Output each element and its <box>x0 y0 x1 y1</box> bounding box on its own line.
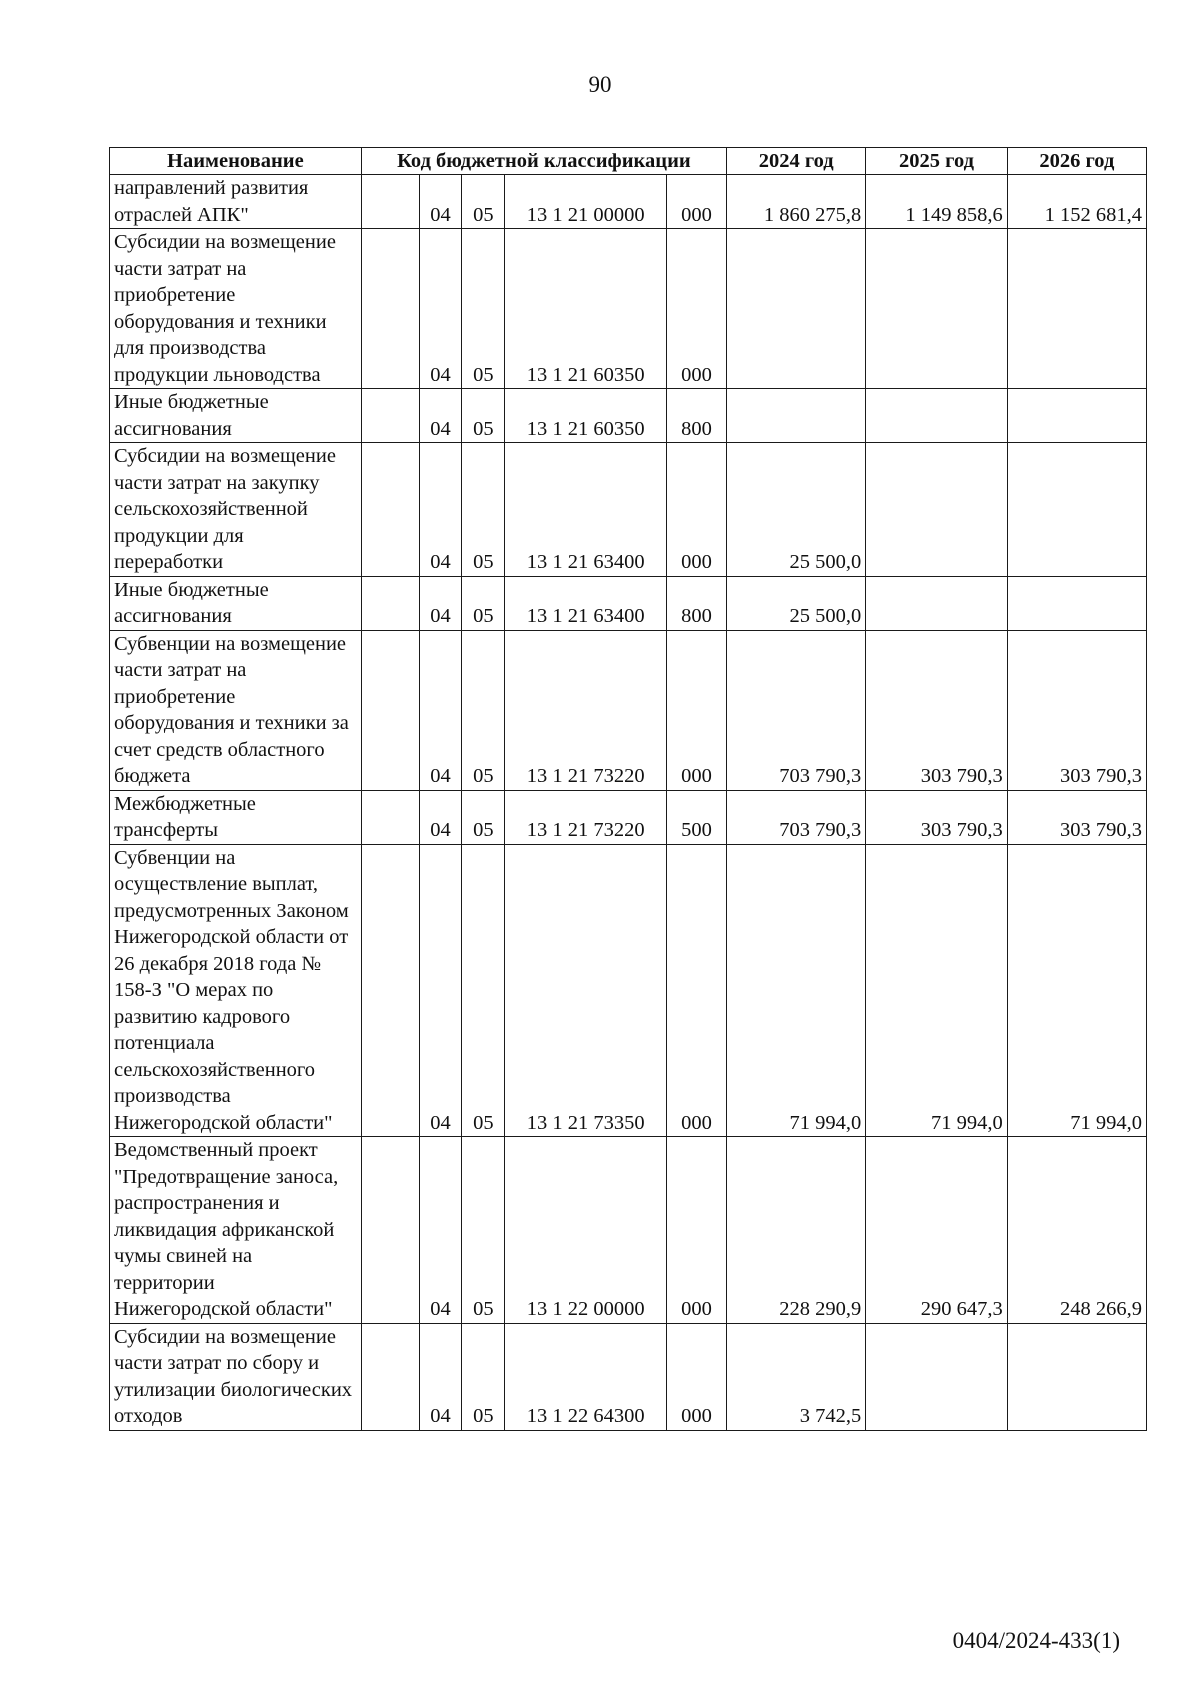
row-expense-type-cell: 000 <box>667 443 727 577</box>
header-2026: 2026 год <box>1007 148 1146 175</box>
row-expense-type-cell: 000 <box>667 630 727 790</box>
table-row <box>110 1137 1147 1324</box>
table-row <box>110 576 1147 630</box>
row-2026-cell: 1 152 681,4 <box>1007 175 1146 229</box>
row-2025-cell <box>866 229 1007 389</box>
table-body <box>110 175 1147 1431</box>
row-expense-type-cell: 800 <box>667 576 727 630</box>
row-subsection-cell: 05 <box>462 1137 505 1324</box>
row-2025-cell: 1 149 858,6 <box>866 175 1007 229</box>
row-blank-cell <box>361 790 419 844</box>
row-subsection-cell: 05 <box>462 1323 505 1430</box>
row-2025-cell <box>866 576 1007 630</box>
row-2024-cell: 3 742,5 <box>727 1323 866 1430</box>
row-section-cell: 04 <box>419 389 462 443</box>
row-name-cell: Межбюджетные трансферты <box>110 790 362 844</box>
row-expense-type-cell: 800 <box>667 389 727 443</box>
row-subsection-cell: 05 <box>462 790 505 844</box>
row-expense-type-cell: 000 <box>667 1137 727 1324</box>
row-2025-cell <box>866 443 1007 577</box>
row-expense-type-cell: 500 <box>667 790 727 844</box>
row-2026-cell: 303 790,3 <box>1007 630 1146 790</box>
budget-table <box>109 147 1147 1431</box>
table-header-row <box>110 148 1147 175</box>
row-section-cell: 04 <box>419 1137 462 1324</box>
row-2024-cell: 703 790,3 <box>727 790 866 844</box>
row-name-cell: Иные бюджетные ассигнования <box>110 576 362 630</box>
page-number: 90 <box>588 72 612 97</box>
table-row <box>110 175 1147 229</box>
row-subsection-cell: 05 <box>462 175 505 229</box>
table-row <box>110 1323 1147 1430</box>
row-2024-cell <box>727 389 866 443</box>
row-2024-cell: 703 790,3 <box>727 630 866 790</box>
row-blank-cell <box>361 1323 419 1430</box>
row-subsection-cell: 05 <box>462 443 505 577</box>
row-2026-cell <box>1007 576 1146 630</box>
table-row <box>110 844 1147 1137</box>
row-2024-cell: 25 500,0 <box>727 576 866 630</box>
row-2025-cell: 303 790,3 <box>866 630 1007 790</box>
table-row <box>110 389 1147 443</box>
row-target-article-cell: 13 1 21 63400 <box>505 576 667 630</box>
row-2025-cell: 303 790,3 <box>866 790 1007 844</box>
header-2025: 2025 год <box>866 148 1007 175</box>
row-name-cell: Субсидии на возмещение части затрат по сбору и утилизации биологических отходов <box>110 1323 362 1430</box>
header-2024: 2024 год <box>727 148 866 175</box>
row-blank-cell <box>361 1137 419 1324</box>
row-name-cell: Субсидии на возмещение части затрат на закупку сельскохозяйственной продукции для переработки <box>110 443 362 577</box>
table-row <box>110 443 1147 577</box>
row-2026-cell: 303 790,3 <box>1007 790 1146 844</box>
row-blank-cell <box>361 630 419 790</box>
row-target-article-cell: 13 1 22 64300 <box>505 1323 667 1430</box>
row-name-cell: Субвенции на осуществление выплат, предусмотренных Законом Нижегородской области от 26 декабря 2018 года № 158-З "О мерах по развитию кадрового потенциала сельскохозяйственного производства Нижегородской области" <box>110 844 362 1137</box>
row-2024-cell: 1 860 275,8 <box>727 175 866 229</box>
row-blank-cell <box>361 576 419 630</box>
row-2026-cell: 71 994,0 <box>1007 844 1146 1137</box>
row-subsection-cell: 05 <box>462 229 505 389</box>
row-name-cell: Субсидии на возмещение части затрат на приобретение оборудования и техники для производства продукции льноводства <box>110 229 362 389</box>
row-target-article-cell: 13 1 21 00000 <box>505 175 667 229</box>
row-2024-cell: 25 500,0 <box>727 443 866 577</box>
row-name-cell: направлений развития отраслей АПК" <box>110 175 362 229</box>
table-row <box>110 229 1147 389</box>
row-blank-cell <box>361 175 419 229</box>
row-subsection-cell: 05 <box>462 630 505 790</box>
row-name-cell: Субвенции на возмещение части затрат на приобретение оборудования и техники за счет средств областного бюджета <box>110 630 362 790</box>
row-expense-type-cell: 000 <box>667 229 727 389</box>
row-blank-cell <box>361 229 419 389</box>
row-section-cell: 04 <box>419 1323 462 1430</box>
row-2026-cell <box>1007 389 1146 443</box>
row-target-article-cell: 13 1 22 00000 <box>505 1137 667 1324</box>
row-section-cell: 04 <box>419 844 462 1137</box>
row-2024-cell <box>727 229 866 389</box>
row-2025-cell: 290 647,3 <box>866 1137 1007 1324</box>
row-expense-type-cell: 000 <box>667 1323 727 1430</box>
row-section-cell: 04 <box>419 630 462 790</box>
row-2026-cell: 248 266,9 <box>1007 1137 1146 1324</box>
row-target-article-cell: 13 1 21 63400 <box>505 443 667 577</box>
row-target-article-cell: 13 1 21 73220 <box>505 630 667 790</box>
row-blank-cell <box>361 389 419 443</box>
row-subsection-cell: 05 <box>462 844 505 1137</box>
row-2026-cell <box>1007 443 1146 577</box>
row-2025-cell <box>866 389 1007 443</box>
row-target-article-cell: 13 1 21 60350 <box>505 229 667 389</box>
row-section-cell: 04 <box>419 790 462 844</box>
header-name: Наименование <box>110 148 362 175</box>
row-target-article-cell: 13 1 21 60350 <box>505 389 667 443</box>
row-subsection-cell: 05 <box>462 576 505 630</box>
row-2024-cell: 228 290,9 <box>727 1137 866 1324</box>
row-2025-cell: 71 994,0 <box>866 844 1007 1137</box>
row-blank-cell <box>361 443 419 577</box>
row-section-cell: 04 <box>419 175 462 229</box>
table-row <box>110 630 1147 790</box>
row-name-cell: Иные бюджетные ассигнования <box>110 389 362 443</box>
row-blank-cell <box>361 844 419 1137</box>
header-code: Код бюджетной классификации <box>361 148 726 175</box>
row-2026-cell <box>1007 1323 1146 1430</box>
row-target-article-cell: 13 1 21 73350 <box>505 844 667 1137</box>
row-subsection-cell: 05 <box>462 389 505 443</box>
row-section-cell: 04 <box>419 443 462 577</box>
row-2026-cell <box>1007 229 1146 389</box>
table-row <box>110 790 1147 844</box>
row-target-article-cell: 13 1 21 73220 <box>505 790 667 844</box>
row-2024-cell: 71 994,0 <box>727 844 866 1137</box>
row-section-cell: 04 <box>419 576 462 630</box>
row-2025-cell <box>866 1323 1007 1430</box>
row-expense-type-cell: 000 <box>667 844 727 1137</box>
row-name-cell: Ведомственный проект "Предотвращение заноса, распространения и ликвидация африканской чумы свиней на территории Нижегородской области" <box>110 1137 362 1324</box>
row-section-cell: 04 <box>419 229 462 389</box>
row-expense-type-cell: 000 <box>667 175 727 229</box>
document-code: 0404/2024-433(1) <box>952 1628 1120 1653</box>
